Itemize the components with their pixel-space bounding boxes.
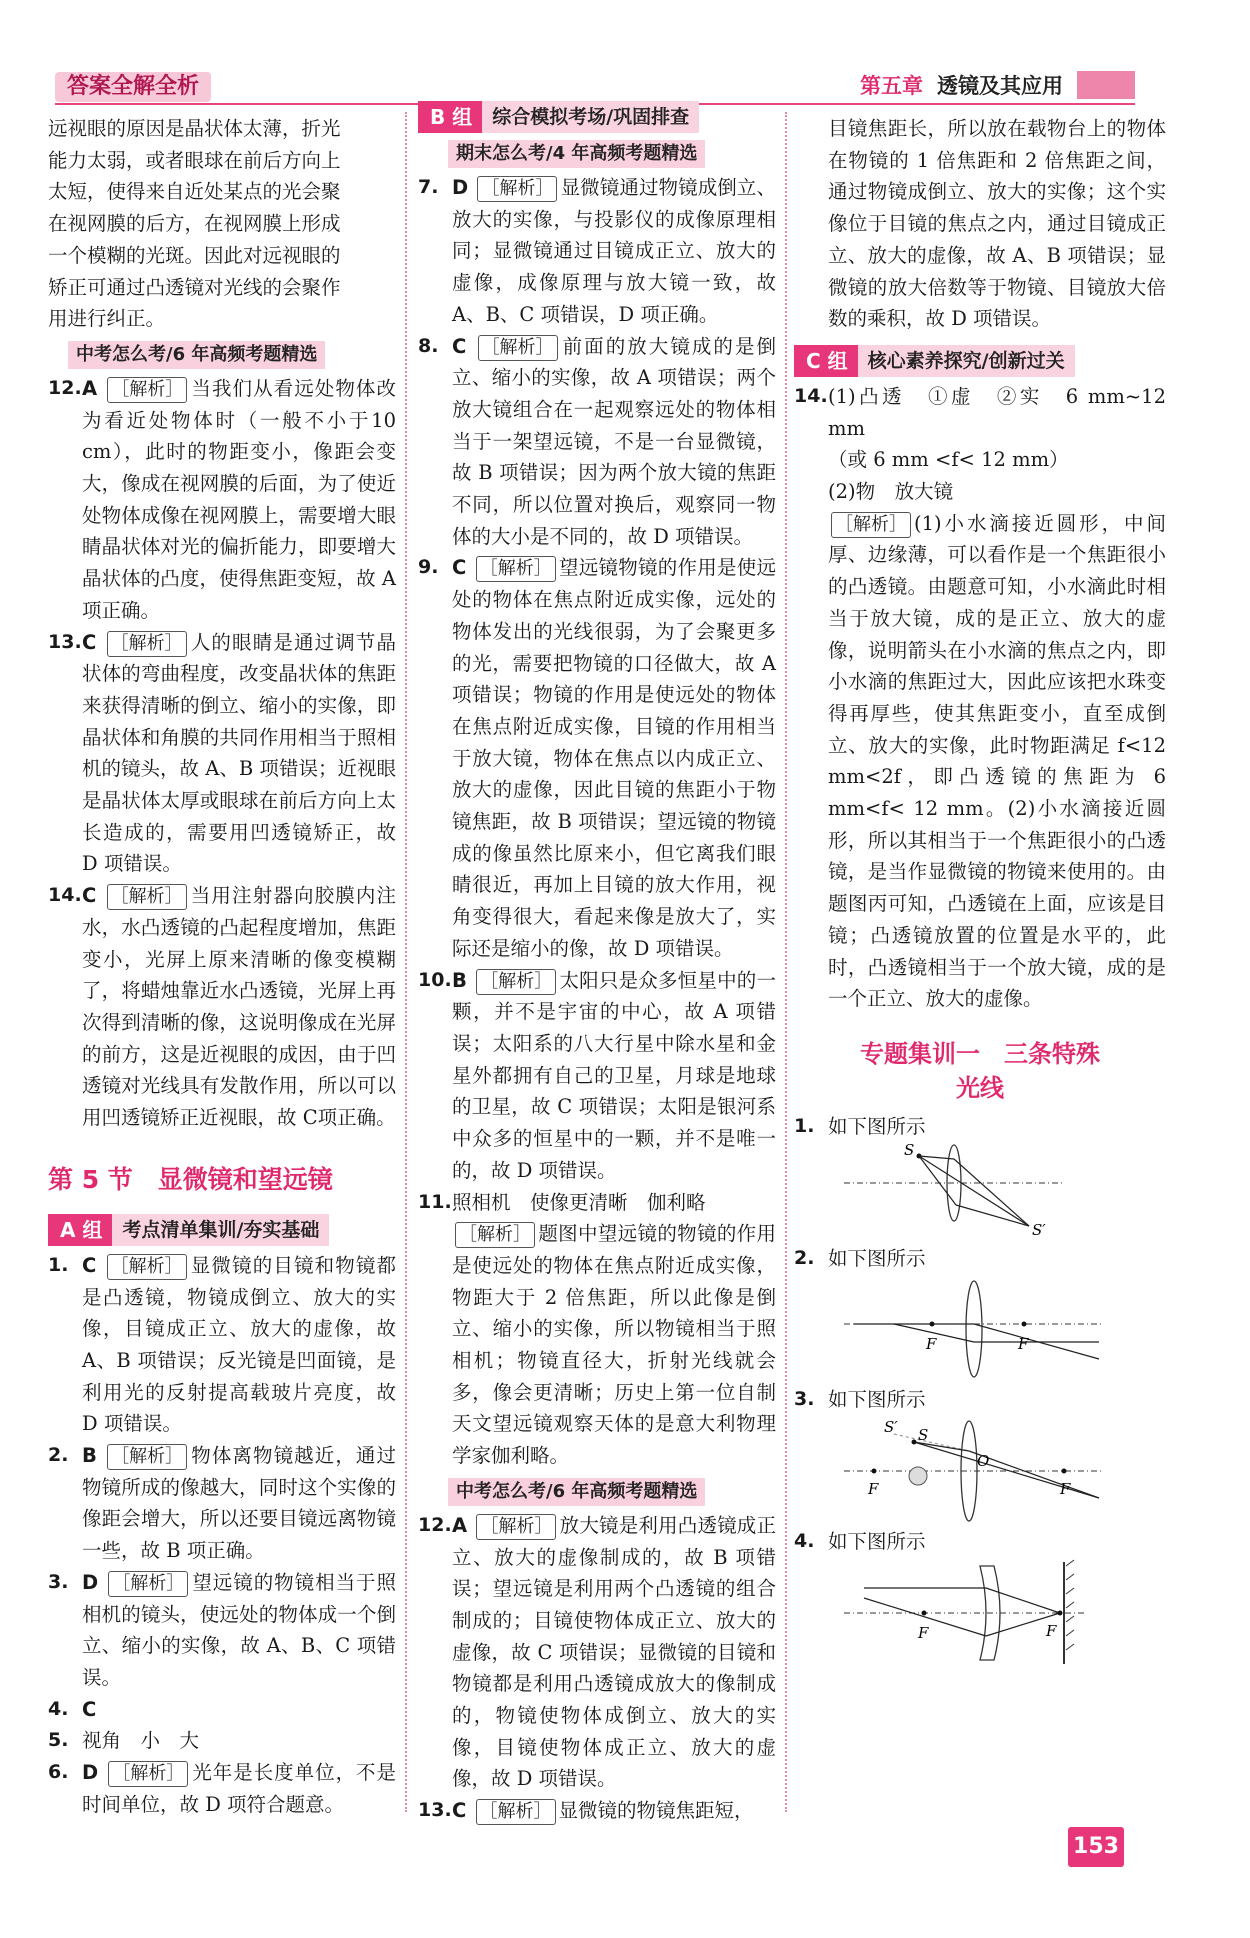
analysis-tag: ［解析］ [476, 969, 556, 995]
column-divider-1 [405, 112, 407, 1812]
question-number: 6. [48, 1761, 69, 1784]
topic-title-line2: 光线 [956, 1073, 1004, 1102]
analysis-text: 望远镜物镜的作用是使远处的物体在焦点附近成实像，远处的物体发出的光线很弱，为了会聚更多的光，需要把物镜的口径做大，故 A 项错误；物镜的作用是使远处的物体在焦点附近成实像，目镜的作用相当于放大镜，物体在焦点以内成正立、放大的虚像，因此目镜的焦距小于物镜焦距，故 B 项错误；望远镜的物镜成的像虽然比原来小，但它离我们眼睛很近，再加上目镜的放大作用，视角变得很大，看起来像是放大了，实际还是缩小的像，故 D 项错误。 [452, 556, 776, 960]
continued-text: 目镜焦距长，所以放在载物台上的物体在物镜的 1 倍焦距和 2 倍焦距之间，通过物镜成倒立、放大的实像；这个实像位于目镜的焦点之内，通过目镜成正立、放大的虚像，故 A、B 项错误；显微镜的放大倍数等于物镜、目镜放大倍数的乘积，故 D 项错误。 [828, 117, 1166, 331]
chapter-label: 第五章 [860, 74, 923, 98]
answer: D [452, 176, 469, 199]
question-a2 [48, 1440, 396, 1567]
answer: C [82, 1253, 97, 1277]
header-left-label: 答案全解全析 [55, 72, 211, 102]
answer-line: (2)物 放大镜 [828, 480, 954, 504]
answer: C [82, 1697, 97, 1721]
analysis-text: 光年是长度单位，不是时间单位，故 D 项符合题意。 [82, 1761, 396, 1816]
diagram-item-2 [794, 1243, 1166, 1275]
question-number: 13. [418, 1799, 452, 1822]
answer: C [452, 1799, 467, 1823]
diagram-item-4 [794, 1526, 1166, 1558]
section-title: 第 5 节 显微镜和望远镜 [48, 1164, 333, 1194]
text-line: 一个模糊的光斑。因此对远视眼的 [48, 243, 341, 267]
analysis-text: 显微镜的物镜焦距短， [558, 1799, 754, 1823]
label-f-left: F [868, 1480, 879, 1499]
answer: B [82, 1444, 97, 1468]
question-13 [48, 627, 396, 881]
column-1 [48, 113, 396, 1820]
answer: B [452, 968, 467, 992]
page-header [0, 0, 1250, 110]
group-a-banner [48, 1214, 396, 1246]
question-7 [418, 172, 776, 331]
label-f-left: F [926, 1335, 937, 1354]
question-number: 1. [48, 1253, 69, 1276]
column-2 [418, 105, 776, 1827]
header-right [860, 68, 1135, 102]
question-8 [418, 331, 776, 553]
label-f-right: F [1018, 1335, 1029, 1354]
analysis-tag: ［解析］ [107, 377, 187, 403]
answer: C [82, 630, 97, 654]
analysis-text: 当我们从看远处物体改为看近处物体时（一般不小于10 cm），此时的物距变小，像距会变大，像成在视网膜的后面，为了使近处物体成像在视网膜上，需要增大眼睛晶状体对光的偏折能力，即要增大晶状体的凸度，使得焦距变短，故 A 项正确。 [82, 376, 396, 622]
label-f-right: F [1060, 1480, 1071, 1499]
diagram-1 [834, 1143, 1074, 1243]
group-label: C 组 [794, 345, 858, 377]
analysis-text: 人的眼睛是通过调节晶状体的弯曲程度，改变晶状体的焦距来获得清晰的倒立、缩小的实像，即晶状体和角膜的共同作用相当于照相机的镜头，故 A、B 项错误；近视眼是晶状体太厚或眼球在前后方向上太长造成的，需要用凹透镜矫正，故 D 项错误。 [82, 630, 396, 876]
item-text: 如下图所示 [828, 1530, 926, 1554]
group-title: 综合模拟考场/巩固排查 [482, 101, 699, 133]
question-11 [418, 1187, 776, 1472]
text-line: 太短，使得来自近处某点的光会聚 [48, 180, 341, 204]
diagram-item-3 [794, 1384, 1166, 1416]
analysis-text: 太阳只是众多恒星中的一颗，并不是宇宙的中心，故 A 项错误；太阳系的八大行星中除水星和金星外都拥有自己的卫星，月球是地球的卫星，故 C 项错误；太阳是银河系中众多的恒星中的一颗，并不是唯一的，故 D 项错误。 [452, 968, 776, 1182]
question-14c [794, 381, 1166, 1015]
analysis-tag: ［解析］ [476, 1514, 556, 1540]
analysis-text: (1)小水滴接近圆形，中间厚、边缘薄，可以看作是一个焦距很小的凸透镜。由题意可知，小水滴此时相当于放大镜，成的是正立、放大的虚像，说明箭头在小水滴的焦点之内，即小水滴的焦距过大，因此应该把水珠变得再厚些，使其焦距变小，直至成倒立、放大的实像，此时物距满足 f<12 mm<2f，即凸透镜的焦距为 6 mm<f< 12 mm。(2)小水滴接近圆形，所以其相当于一个焦距很小的凸透镜，是当作显微镜的物镜来使用的。由题图丙可知，凸透镜在上面，应该是目镜；凸透镜放置的位置是水平的，此时，凸透镜相当于一个放大镜，成的是一个正立、放大的虚像。 [828, 511, 1166, 1011]
group-label: B 组 [418, 101, 482, 133]
group-b-banner [418, 101, 776, 133]
diagram-item-1 [794, 1111, 1166, 1143]
analysis-tag: ［解析］ [476, 556, 556, 582]
analysis-text: 前面的放大镜成的是倒立、缩小的实像，故 A 项错误；两个放大镜组合在一起观察远处的物体相当于一架望远镜，不是一台显微镜，故 B 项错误；因为两个放大镜的焦距不同，所以位置对换后，观察同一物体的大小是不同的，故 D 项错误。 [452, 334, 776, 548]
question-number: 3. [48, 1570, 69, 1593]
analysis-tag: ［解析］ [107, 1444, 187, 1470]
analysis-text: 放大镜是利用凸透镜成正立、放大的虚像制成的，故 B 项错误；望远镜是利用两个凸透镜的组合制成的；目镜使物体成正立、放大的虚像，故 C 项错误；显微镜的目镜和物镜都是利用凸透镜成放大的像制成的，物镜使物体成倒立、放大的实像，目镜使物体成正立、放大的虚像，故 D 项错误。 [452, 1513, 776, 1791]
intro-paragraph [48, 113, 396, 335]
analysis-tag: ［解析］ [478, 335, 558, 361]
label-o: O [977, 1452, 990, 1471]
answer: A [82, 376, 98, 400]
analysis-text: 物体离物镜越近，通过物镜所成的像越大，同时这个实像的像距会增大，所以还要目镜远离物镜一些，故 B 项正确。 [82, 1444, 396, 1563]
answer-line: （或 6 mm <f< 12 mm） [828, 448, 1069, 472]
question-9 [418, 552, 776, 964]
question-10 [418, 965, 776, 1187]
group-title: 考点清单集训/夯实基础 [112, 1214, 329, 1246]
text-line: 用进行纠正。 [48, 307, 166, 331]
answer: C [452, 556, 467, 580]
label-f-right: F [1046, 1621, 1057, 1640]
zhongkao-heading: 中考怎么考/6 年高频考题精选 [68, 341, 325, 369]
analysis-text: 题图中望远镜的物镜的作用是使远处的物体在焦点附近成实像，物距大于 2 倍焦距，所以此像是倒立、缩小的实像，所以物镜相当于照相机；物镜直径大，折射光线就会多，像会更清晰；历史上第一位自制天文望远镜观察天体的是意大利物理学家伽利略。 [452, 1222, 776, 1468]
diagram-4 [834, 1558, 1114, 1668]
answer: D [82, 1761, 99, 1785]
analysis-tag: ［解析］ [476, 1799, 556, 1825]
question-a6 [48, 1757, 396, 1820]
question-a1 [48, 1250, 396, 1440]
question-a4 [48, 1694, 396, 1726]
question-14 [48, 880, 396, 1134]
label-s: S [918, 1426, 929, 1445]
item-text: 如下图所示 [828, 1246, 926, 1270]
analysis-tag: ［解析］ [477, 176, 557, 202]
question-number: 3. [794, 1388, 815, 1411]
topic-title: 专题集训一 三条特殊 [860, 1039, 1100, 1068]
question-number: 2. [48, 1444, 69, 1467]
question-number: 14. [794, 384, 828, 407]
question-number: 4. [48, 1697, 69, 1720]
question-number: 14. [48, 884, 82, 907]
question-12 [48, 373, 396, 627]
analysis-tag: ［解析］ [107, 884, 187, 910]
analysis-text: 望远镜的物镜相当于照相机的镜头，使远处的物体成一个倒立、缩小的实像，故 A、B、C 项错误。 [82, 1570, 396, 1689]
question-number: 12. [418, 1513, 452, 1536]
analysis-tag: ［解析］ [831, 512, 911, 538]
answer: D [82, 1570, 99, 1594]
question-a3 [48, 1567, 396, 1694]
question-number: 11. [418, 1190, 452, 1213]
question-number: 1. [794, 1114, 815, 1137]
header-decor-bar [1077, 71, 1135, 99]
question-number: 5. [48, 1729, 69, 1752]
question-number: 10. [418, 968, 452, 991]
question-12b [418, 1510, 776, 1795]
label-s-prime: S′ [884, 1418, 898, 1437]
analysis-text: 当用注射器向胶膜内注水，水凸透镜的凸起程度增加，焦距变小，光屏上原来清晰的像变模糊了，将蜡烛靠近水凸透镜，光屏上再次得到清晰的像，这说明像成在光屏的前方，这是近视眼的成因，由于凹透镜对光线具有发散作用，所以可以用凹透镜矫正近视眼，故 C项正确。 [82, 884, 396, 1130]
analysis-tag: ［解析］ [107, 1254, 187, 1280]
answer: C [82, 884, 97, 908]
diagram-3 [834, 1416, 1114, 1526]
chapter-title: 透镜及其应用 [937, 73, 1063, 98]
group-label: A 组 [48, 1214, 112, 1246]
item-text: 如下图所示 [828, 1388, 926, 1412]
column-3 [794, 113, 1166, 1668]
question-number: 8. [418, 334, 439, 357]
diagram-2 [834, 1274, 1114, 1384]
answer: C [452, 334, 467, 358]
question-a5 [48, 1725, 396, 1757]
question-number: 12. [48, 376, 82, 399]
analysis-tag: ［解析］ [108, 1761, 188, 1787]
analysis-tag: ［解析］ [107, 631, 187, 657]
text-line: 能力太弱，或者眼球在前后方向上 [48, 148, 341, 172]
question-number: 2. [794, 1246, 815, 1269]
label-s-prime: S′ [1032, 1220, 1046, 1239]
question-number: 7. [418, 176, 439, 198]
qimo-heading: 期末怎么考/4 年高频考题精选 [448, 140, 705, 168]
page-number: 153 [1068, 1827, 1124, 1867]
answer: 视角 小 大 [82, 1729, 200, 1753]
analysis-text: 显微镜的目镜和物镜都是凸透镜，物镜成倒立、放大的实像，目镜成正立、放大的虚像，故 A、B 项错误；反光镜是凹面镜，是利用光的反射提高载玻片亮度，故 D 项错误。 [82, 1253, 396, 1436]
analysis-tag: ［解析］ [455, 1222, 535, 1248]
answer: 照相机 使像更清晰 伽利略 [452, 1190, 706, 1214]
group-c-banner [794, 345, 1166, 377]
question-13b [418, 1795, 776, 1827]
question-number: 9. [418, 556, 439, 579]
zhongkao-heading-2: 中考怎么考/6 年高频考题精选 [448, 1478, 705, 1506]
group-title: 核心素养探究/创新过关 [858, 345, 1075, 377]
question-number: 13. [48, 630, 82, 653]
column-divider-2 [785, 112, 787, 1812]
analysis-tag: ［解析］ [108, 1571, 188, 1597]
item-text: 如下图所示 [828, 1114, 926, 1138]
analysis-text: 显微镜通过物镜成倒立、放大的实像，与投影仪的成像原理相同；显微镜通过目镜成正立、放大的虚像，成像原理与放大镜一致，故 A、B、C 项错误，D 项正确。 [452, 176, 776, 326]
text-line: 在视网膜的后方，在视网膜上形成 [48, 212, 341, 236]
label-s: S [904, 1142, 915, 1159]
text-line: 远视眼的原因是晶状体太薄，折光 [48, 117, 341, 140]
question-number: 4. [794, 1530, 815, 1553]
text-line: 矫正可通过凸透镜对光线的会聚作 [48, 275, 341, 299]
label-f-left: F [918, 1623, 929, 1642]
answer: A [452, 1513, 468, 1537]
answer-line: (1)凸透 ①虚 ②实 6 mm~12 mm [828, 384, 1166, 440]
